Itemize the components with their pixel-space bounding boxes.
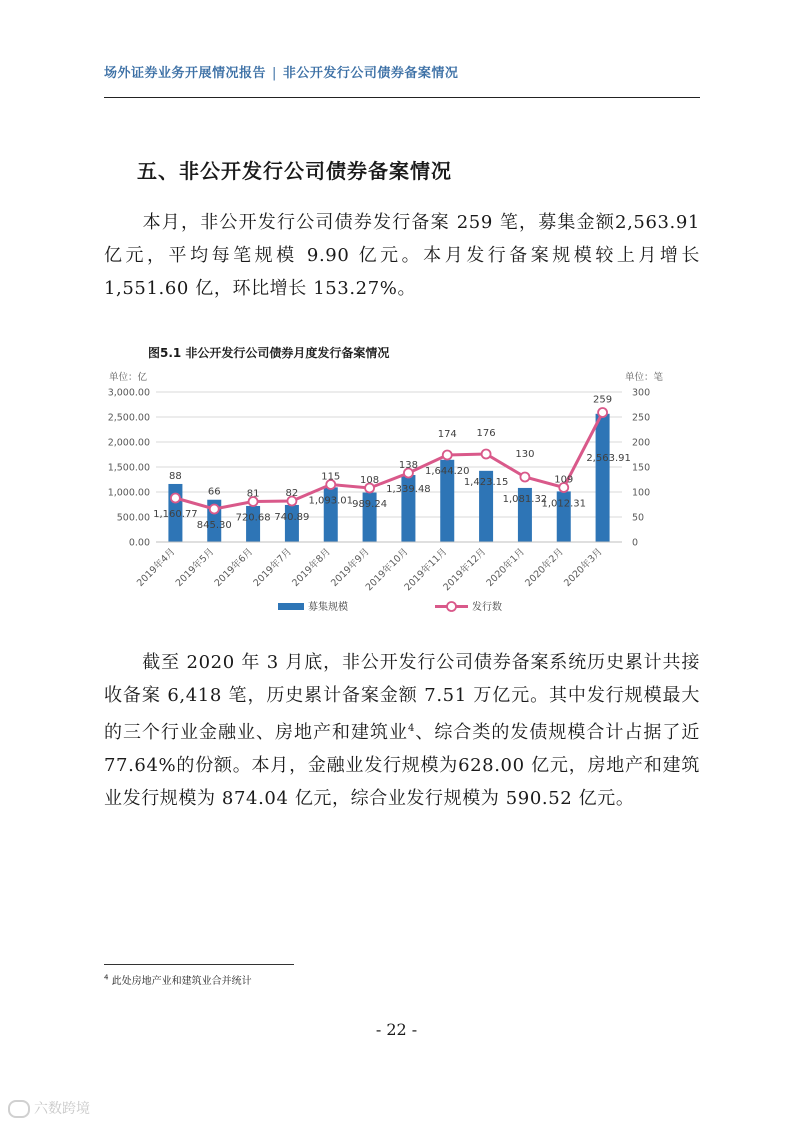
right-tick-label: 200 (632, 437, 651, 449)
watermark (8, 1098, 90, 1118)
x-tick-label: 2020年2月 (523, 546, 566, 589)
line-point (520, 473, 529, 482)
legend-swatch-fundraising (278, 603, 304, 610)
line-point (443, 451, 452, 460)
bar-data-label: 1,644.20 (424, 465, 470, 477)
left-tick-label: 500.00 (116, 512, 150, 524)
line-data-label: 115 (321, 471, 341, 483)
footnote-number: 4 (104, 973, 109, 982)
right-tick-label: 150 (632, 462, 651, 474)
header-section-name: 非公开发行公司债券备案情况 (282, 66, 459, 81)
chart-legend (278, 600, 502, 613)
line-point (482, 450, 491, 459)
paragraph-cumulative (104, 646, 700, 815)
legend-label-fundraising: 募集规模 (308, 602, 348, 613)
left-tick-label: 3,000.00 (107, 387, 150, 399)
paragraph-cumulative-text-b: 、综合类的发债规模合计占据了近 77.64%的份额。本月，金融业发行规模为628.00 亿元，房地产和建筑业发行规模为 874.04 亿元，综合业发行规模为 590.52 亿元。 (104, 722, 700, 809)
bar-data-label: 989.24 (352, 499, 388, 510)
bar-data-label: 1,081.32 (502, 493, 548, 505)
line-data-label: 108 (360, 475, 380, 486)
left-tick-label: 2,000.00 (107, 437, 150, 449)
right-tick-label: 0 (632, 537, 639, 549)
footnote-ref[interactable]: 4 (408, 723, 415, 734)
bar-data-label: 1,339.48 (386, 484, 431, 495)
line-data-label: 66 (207, 486, 221, 498)
footnote (104, 972, 252, 987)
right-tick-label: 100 (632, 487, 651, 499)
right-unit-label: 单位：笔 (624, 372, 664, 383)
x-tick-label: 2019年12月 (441, 546, 489, 594)
line-data-label: 109 (554, 474, 574, 486)
right-tick-label: 50 (632, 512, 645, 524)
bar-data-label: 1,423.15 (463, 476, 509, 488)
line-data-label: 259 (593, 394, 613, 406)
line-point (171, 494, 180, 503)
bar-fundraising (246, 506, 260, 542)
header-separator: | (272, 66, 277, 81)
x-tick-label: 2019年9月 (329, 546, 372, 589)
legend-label-issuance-count: 发行数 (472, 602, 502, 613)
page-number: - 22 - (375, 1020, 418, 1039)
x-tick-label: 2019年8月 (290, 546, 333, 589)
x-tick-label: 2020年3月 (562, 546, 605, 589)
x-tick-label: 2019年7月 (251, 546, 295, 589)
paragraph-summary (104, 206, 700, 305)
left-tick-label: 1,500.00 (107, 462, 150, 474)
paragraph-summary-text: 本月，非公开发行公司债券发行备案 259 笔，募集金额2,563.91 亿元，平均每笔规模 9.90 亿元。本月发行备案规模较上月增长 1,551.60 亿，环比增长 153.27%。 (104, 212, 700, 299)
bar-data-label: 1,012.31 (541, 498, 587, 510)
report-title: 场外证券业务开展情况报告 (104, 66, 267, 81)
left-tick-label: 0.00 (128, 537, 150, 549)
line-data-label: 174 (437, 429, 457, 440)
figure-title: 图5.1 非公开发行公司债券月度发行备案情况 (148, 346, 390, 360)
right-tick-label: 300 (632, 387, 651, 399)
paragraph-cumulative-text-a: 截至 2020 年 3 月底，非公开发行公司债券备案系统历史累计共接收备案 6,418 笔，历史累计备案金额 7.51 万亿元。其中发行规模最大的三个行业金融业、房地产和建筑业 (104, 652, 700, 743)
bar-data-label: 1,160.77 (153, 509, 198, 520)
bar-fundraising (285, 505, 299, 542)
bar-data-label: 845.30 (196, 520, 232, 531)
left-unit-label: 单位：亿 (108, 372, 148, 383)
right-tick-label: 250 (632, 412, 651, 424)
running-header (104, 62, 458, 81)
line-data-label: 81 (246, 488, 260, 500)
line-data-label: 176 (476, 428, 496, 439)
x-tick-label: 2019年5月 (173, 546, 217, 589)
footnote-divider (104, 964, 294, 965)
watermark-logo-icon (8, 1100, 30, 1118)
line-data-label: 130 (515, 449, 535, 460)
line-data-label: 138 (398, 460, 418, 471)
bar-fundraising (596, 414, 610, 542)
bar-data-label: 740.89 (274, 512, 310, 523)
left-tick-label: 2,500.00 (107, 412, 150, 424)
footnote-text: 此处房地产业和建筑业合并统计 (111, 976, 252, 987)
x-tick-label: 2020年1月 (484, 546, 528, 589)
header-divider (104, 97, 700, 98)
line-data-label: 82 (285, 488, 299, 499)
bar-data-label: 2,563.91 (586, 452, 631, 464)
section-title: 五、非公开发行公司债券备案情况 (137, 159, 452, 183)
line-data-label: 88 (169, 470, 182, 482)
bar-data-label: 720.68 (235, 512, 271, 524)
left-tick-label: 1,000.00 (107, 487, 150, 499)
x-tick-label: 2019年6月 (212, 546, 256, 589)
watermark-text: 六数跨境 (34, 1101, 90, 1117)
line-point (598, 408, 607, 417)
x-tick-label: 2019年10月 (363, 546, 411, 594)
x-tick-label: 2019年4月 (134, 546, 178, 589)
chart-bars (168, 414, 609, 542)
bar-data-label: 1,093.01 (308, 495, 354, 507)
x-tick-label: 2019年11月 (402, 546, 450, 594)
issuance-chart (90, 365, 690, 625)
line-point (210, 505, 219, 514)
legend-marker-issuance-count (447, 602, 456, 611)
